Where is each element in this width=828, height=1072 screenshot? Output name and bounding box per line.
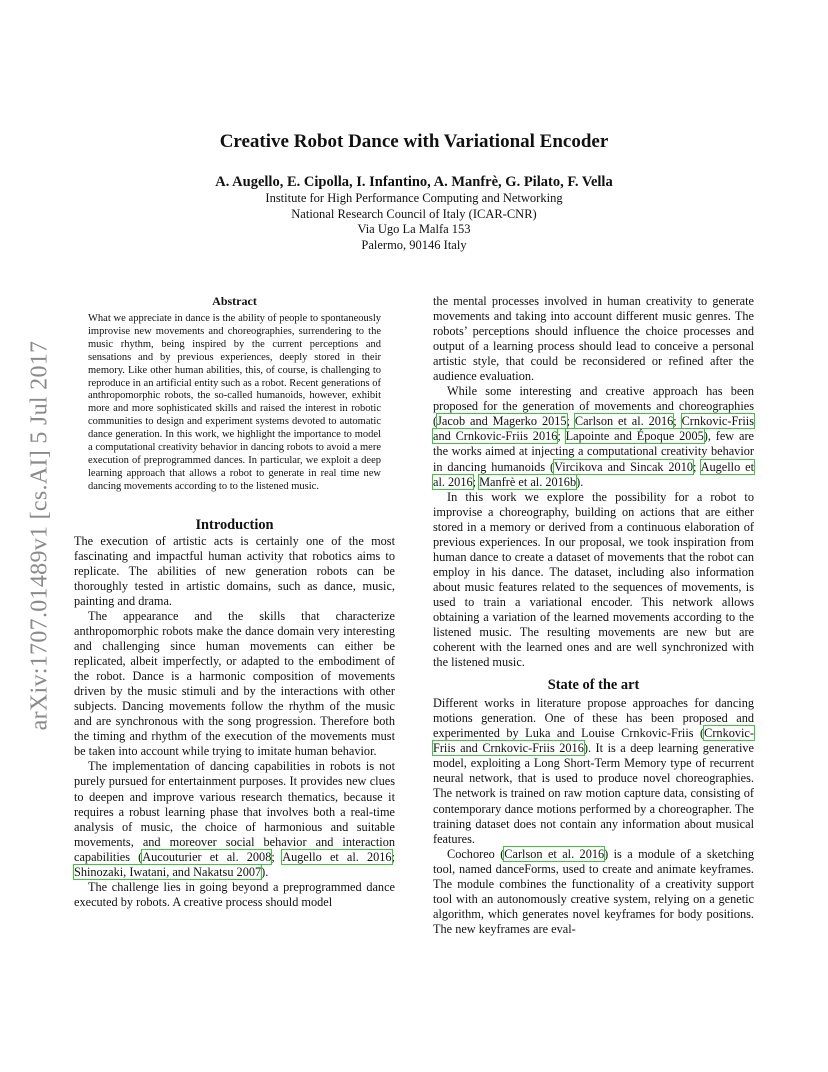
affiliation-line: Institute for High Performance Computing and Networking xyxy=(265,191,563,205)
paragraph-text: ). xyxy=(261,864,269,879)
introduction-paragraph-2: The appearance and the skills that characterize anthropomorphic robots make the dance domain very interesting and challenging since human movements can either be replicated, albeit imperfectly, or adapted to the embodiment of the robot. Dance is a harmonic composition of movements driven by the music stimuli and by the interactions with other subjects. Dancing movements follow the rhythm of the music and are synchronous with the song progression. Therefore both the timing and rhythm of the execution of the movements must be taken into account while trying to imitate human behavior. xyxy=(74,608,395,759)
paragraph-text: Cochoreo ( xyxy=(447,846,505,861)
citation-separator: ; xyxy=(673,414,682,429)
citation-link[interactable]: Shinozaki, Iwatani, and Nakatsu 2007 xyxy=(74,864,262,879)
right-column xyxy=(433,294,754,937)
paragraph-text: The implementation of dancing capabilities in robots is not purely pursued for entertainment purposes. It provides new clues to deepen and improve various research thematics, because it requires a robust learning phase that involves both a real-time analysis of music, the choice of harmonious and suitable movements, and moreover social behavior and interaction capabilities ( xyxy=(74,759,395,864)
state-of-art-paragraph-2 xyxy=(433,847,754,937)
citation-link[interactable]: Carlson et al. 2016 xyxy=(504,846,605,861)
citation-separator: ; xyxy=(557,429,566,444)
introduction-paragraph-1: The execution of artistic acts is certainly one of the most fascinating and impactful human activity that robotics aims to replicate. The abilities of new generation robots can be thoroughly tested in artistic domains, such as dance, music, painting and drama. xyxy=(74,533,395,608)
citation-link[interactable]: Crnkovic-Friis and Crnkovic-Friis 2016 xyxy=(433,726,754,756)
state-of-art-paragraph-1 xyxy=(433,696,754,846)
citation-link[interactable]: Aucouturier et al. 2008 xyxy=(142,849,272,864)
paper-title: Creative Robot Dance with Variational Encoder xyxy=(219,131,609,152)
citation-link[interactable]: Jacob and Magerko 2015 xyxy=(437,414,567,429)
paragraph-text: ), few are the works aimed at injecting a computational creativity behavior in dancing humanoids ( xyxy=(433,429,755,474)
affiliation-block xyxy=(0,191,828,253)
affiliation-line: Palermo, 90146 Italy xyxy=(361,237,467,252)
paragraph-text: ). xyxy=(576,474,584,489)
paper-authors: A. Augello, E. Cipolla, I. Infantino, A. Manfrè, G. Pilato, F. Vella xyxy=(215,174,613,190)
state-of-art-heading: State of the art xyxy=(547,677,640,694)
arxiv-identifier-stamp xyxy=(22,310,58,760)
introduction-paragraph-3 xyxy=(74,759,395,879)
citation-separator: ; xyxy=(693,459,701,474)
citation-separator: ; xyxy=(472,474,480,489)
abstract-text: What we appreciate in dance is the ability of people to spontaneously improvise new movements and choreographies, surrendering to the music rhythm, being inspired by the current perceptions and sensations and by previous experiences, deeply stored in their memory. Like other human abilities, this, of course, is challenging to reproduce in an artificial entity such as a robot. Recent generations of anthropomorphic robots, the so-called humanoids, however, exhibit more and more sophisticated skills and raised the interest in robotic communities to design and experiment systems devoted to automatic dance generation. In this work, we highlight the importance to model a computational creativity behavior in dancing robots to avoid a mere execution of preprogrammed dances. In particular, we exploit a deep learning approach that allows a robot to generate in real time new dancing movements according to to the listened music. xyxy=(88,313,381,492)
right-paragraph-1: the mental processes involved in human creativity to generate movements and taking into account different music genres. The robots’ perceptions should influence the choice processes and output of a learning process should lead to conceive a personal artistic style, that could be reconsidered or refined after the audience evaluation. xyxy=(433,294,754,384)
affiliation-line: National Research Council of Italy (ICAR-CNR) xyxy=(291,206,537,221)
right-paragraph-2 xyxy=(433,384,754,489)
citation-separator: ; xyxy=(391,849,395,864)
citation-link[interactable]: Crnkovic-Friis and Crnkovic-Friis 2016 xyxy=(433,414,754,444)
right-paragraph-3: In this work we explore the possibility for a robot to improvise a choreography, building on actions that are either stored in a memory or derived from a continuous elaboration of previous experiences. In our proposal, we took inspiration from human dance to create a dataset of movements that the robot can employ in his dance. The dataset, including also information about music features related to the sequences of movements, is used to train a variational encoder. This network allows obtaining a variation of the learned movements according to the listened music. The resulting movements are new but are coherent with the learned ones and are well synchronized with the listened music. xyxy=(433,489,754,670)
citation-link[interactable]: Carlson et al. 2016 xyxy=(574,414,674,429)
introduction-paragraph-4: The challenge lies in going beyond a preprogrammed dance executed by robots. A creative process should model xyxy=(74,879,395,909)
paragraph-text: While some interesting and creative approach has been proposed for the generation of movements and choreographies ( xyxy=(433,384,754,429)
citation-link[interactable]: Augello et al. 2016 xyxy=(433,459,754,489)
citation-separator: ; xyxy=(271,849,283,864)
arxiv-identifier-text: arXiv:1707.01489v1 [cs.AI] 5 Jul 2017 xyxy=(26,340,53,730)
citation-link[interactable]: Augello et al. 2016 xyxy=(282,849,392,864)
citation-link[interactable]: Lapointe and Époque 2005 xyxy=(565,429,704,444)
left-column xyxy=(74,294,395,910)
abstract-heading: Abstract xyxy=(212,294,257,308)
affiliation-line: Via Ugo La Malfa 153 xyxy=(357,222,471,237)
citation-separator: ; xyxy=(566,414,575,429)
introduction-heading: Introduction xyxy=(195,516,274,533)
paragraph-text: ) is a module of a sketching tool, named danceForms, used to create and animate keyframes. The module combines the functionality of a creativity support tool with an autonomously creative system, relying on a genetic algorithm, which generates novel keyframes for body positions. The new keyframes are eval- xyxy=(433,846,754,936)
paragraph-text: ). It is a deep learning generative model, exploiting a Long Short-Term Memory type of recurrent neural network, that is used to produce novel choreographies. The network is trained on raw motion capture data, consisting of contemporary dance motions performed by a choreographer. The training dataset does not contain any information about musical features. xyxy=(433,741,754,846)
citation-link[interactable]: Manfrè et al. 2016b xyxy=(479,474,577,489)
citation-link[interactable]: Vircikova and Sincak 2010 xyxy=(554,459,694,474)
paragraph-text: Different works in literature propose approaches for dancing motions generation. One of these has been proposed and experimented by Luka and Louise Crnkovic-Friis ( xyxy=(433,696,754,741)
